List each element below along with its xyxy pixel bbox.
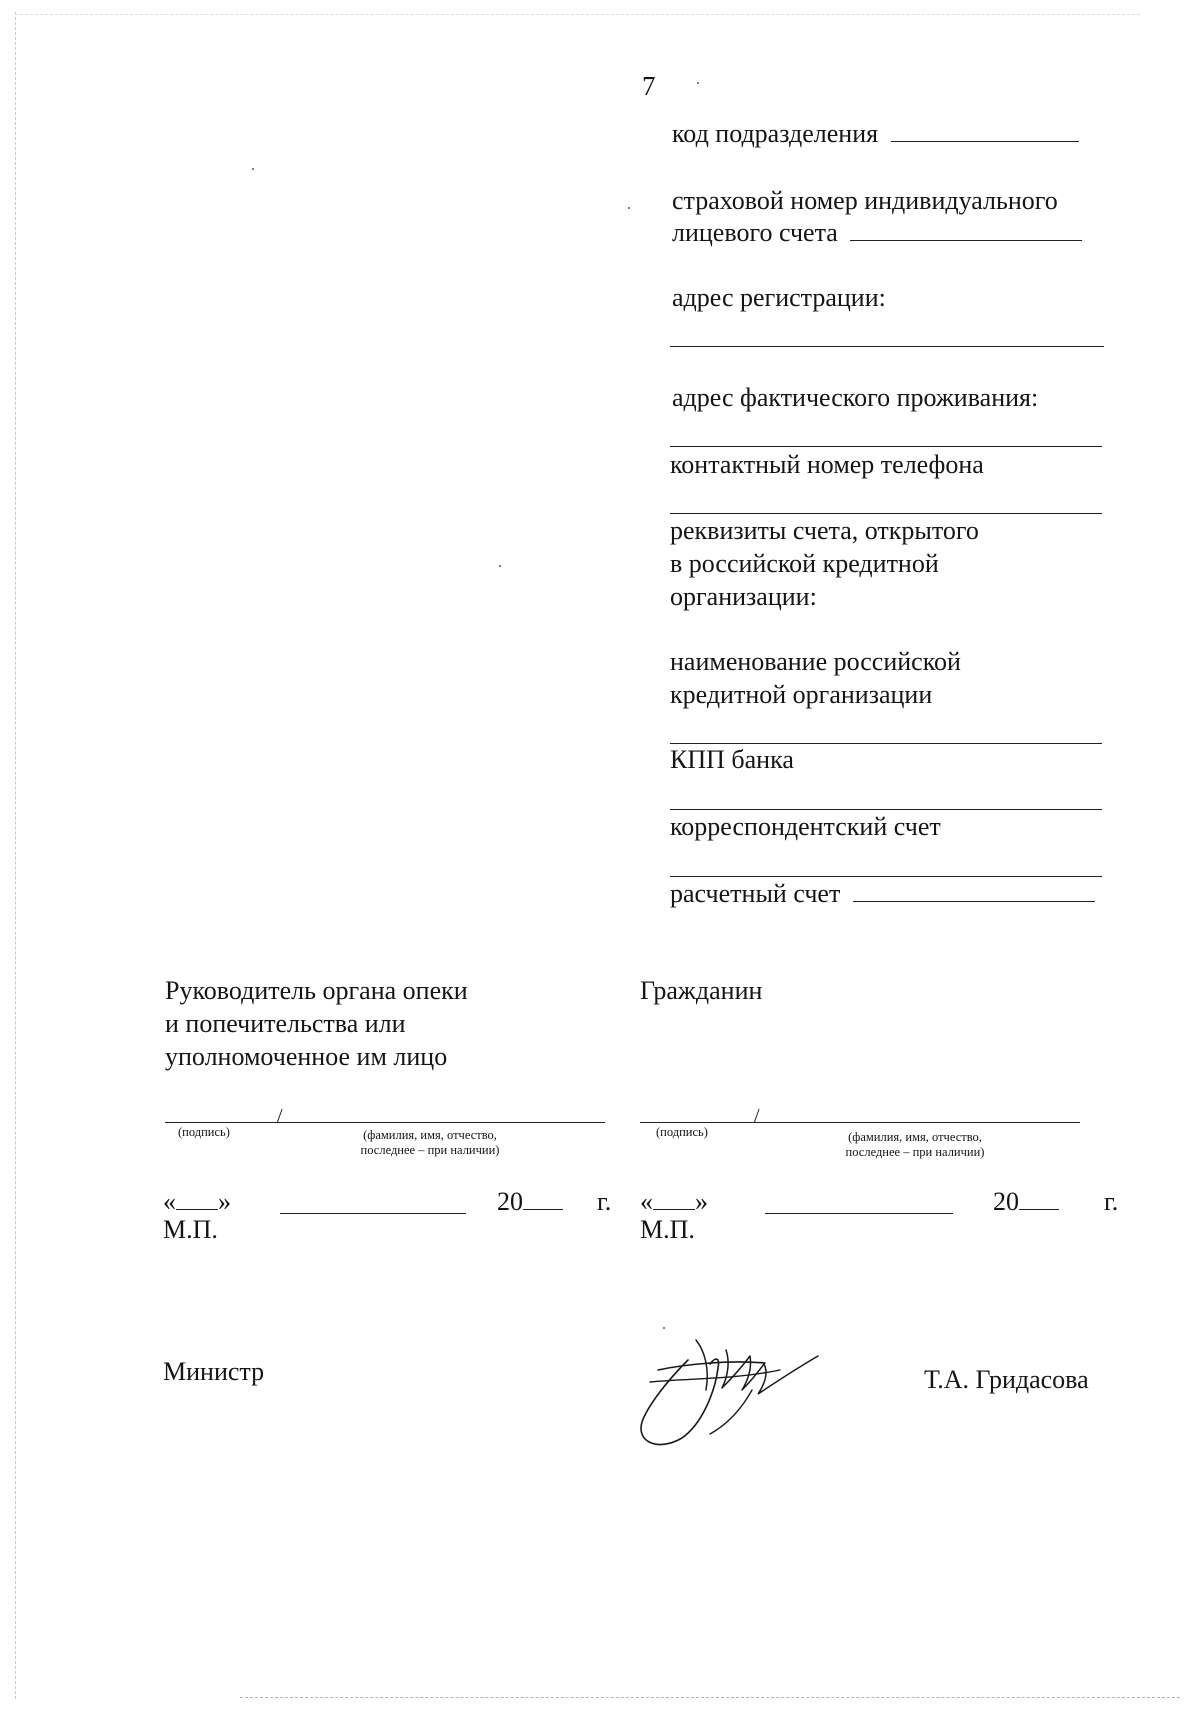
settlement-account-field	[670, 878, 1095, 910]
scan-speck	[499, 565, 501, 567]
correspondent-account-line	[670, 876, 1102, 877]
right-year-blank	[1019, 1189, 1059, 1210]
left-signature-caption: (подпись)	[178, 1125, 230, 1139]
bank-name-line1: наименование российской	[670, 647, 961, 676]
left-month-line	[280, 1213, 466, 1214]
right-day-blank	[653, 1189, 695, 1210]
scan-bottom-edge	[240, 1697, 1180, 1698]
right-name-caption-line1: (фамилия, имя, отчество,	[848, 1130, 982, 1144]
guardian-authority-title-line1: Руководитель органа опеки	[165, 976, 468, 1005]
right-month-line	[765, 1213, 953, 1214]
scan-left-edge	[15, 12, 16, 1699]
left-name-caption-line1: (фамилия, имя, отчество,	[363, 1128, 497, 1142]
snils-blank	[850, 218, 1082, 241]
left-year	[497, 1186, 563, 1218]
right-quote-close: »	[695, 1187, 708, 1216]
right-stamp-mark: М.П.	[640, 1215, 695, 1244]
phone-line	[670, 513, 1102, 514]
bank-kpp-line	[670, 809, 1102, 810]
left-signature-line	[165, 1122, 605, 1123]
left-year-suffix: г.	[597, 1187, 612, 1216]
left-year-blank	[523, 1189, 563, 1210]
account-details-line2: в российской кредитной	[670, 549, 939, 578]
account-details-line3: организации:	[670, 582, 817, 611]
guardian-authority-title-line2: и попечительства или	[165, 1009, 406, 1038]
handwritten-signature	[630, 1320, 840, 1450]
page-number: 7	[642, 71, 656, 101]
settlement-account-label: расчетный счет	[670, 879, 841, 908]
left-slash: /	[277, 1105, 283, 1127]
right-year-suffix: г.	[1104, 1187, 1119, 1216]
division-code-field	[672, 118, 1079, 150]
left-name-caption-line2: последнее – при наличии)	[360, 1143, 500, 1157]
snils-label-line2: лицевого счета	[672, 218, 838, 247]
scan-speck	[628, 207, 630, 209]
phone-label: контактный номер телефона	[670, 450, 984, 479]
left-quote-close: »	[218, 1187, 231, 1216]
snils-field	[672, 217, 1082, 249]
registration-address-label: адрес регистрации:	[672, 283, 886, 312]
right-quote-open: «	[640, 1187, 653, 1216]
actual-address-label: адрес фактического проживания:	[672, 383, 1039, 412]
left-stamp-mark: М.П.	[163, 1215, 218, 1244]
right-signature-line	[640, 1122, 1080, 1123]
left-quote-open: «	[163, 1187, 176, 1216]
right-year-prefix: 20	[993, 1187, 1019, 1216]
registration-address-line	[670, 346, 1104, 347]
left-year-prefix: 20	[497, 1187, 523, 1216]
right-name-caption-line2: последнее – при наличии)	[845, 1145, 985, 1159]
account-details-line1: реквизиты счета, открытого	[670, 516, 979, 545]
bank-name-line2: кредитной организации	[670, 680, 933, 709]
division-code-blank	[891, 119, 1079, 142]
scan-speck	[697, 82, 699, 84]
guardian-authority-title-line3: уполномоченное им лицо	[165, 1042, 448, 1071]
minister-name: Т.А. Гридасова	[924, 1365, 1089, 1394]
snils-label-line1: страховой номер индивидуального	[672, 186, 1058, 215]
right-year	[993, 1186, 1059, 1218]
right-signature-caption: (подпись)	[656, 1125, 708, 1139]
citizen-title: Гражданин	[640, 976, 763, 1005]
settlement-account-blank	[853, 879, 1095, 902]
scan-top-edge	[15, 14, 1140, 15]
left-day-blank	[176, 1189, 218, 1210]
actual-address-line	[670, 446, 1102, 447]
right-slash: /	[754, 1105, 760, 1127]
correspondent-account-label: корреспондентский счет	[670, 812, 941, 841]
bank-kpp-label: КПП банка	[670, 745, 794, 774]
minister-position: Министр	[163, 1357, 265, 1386]
scan-speck	[252, 168, 254, 170]
division-code-label: код подразделения	[672, 119, 879, 148]
